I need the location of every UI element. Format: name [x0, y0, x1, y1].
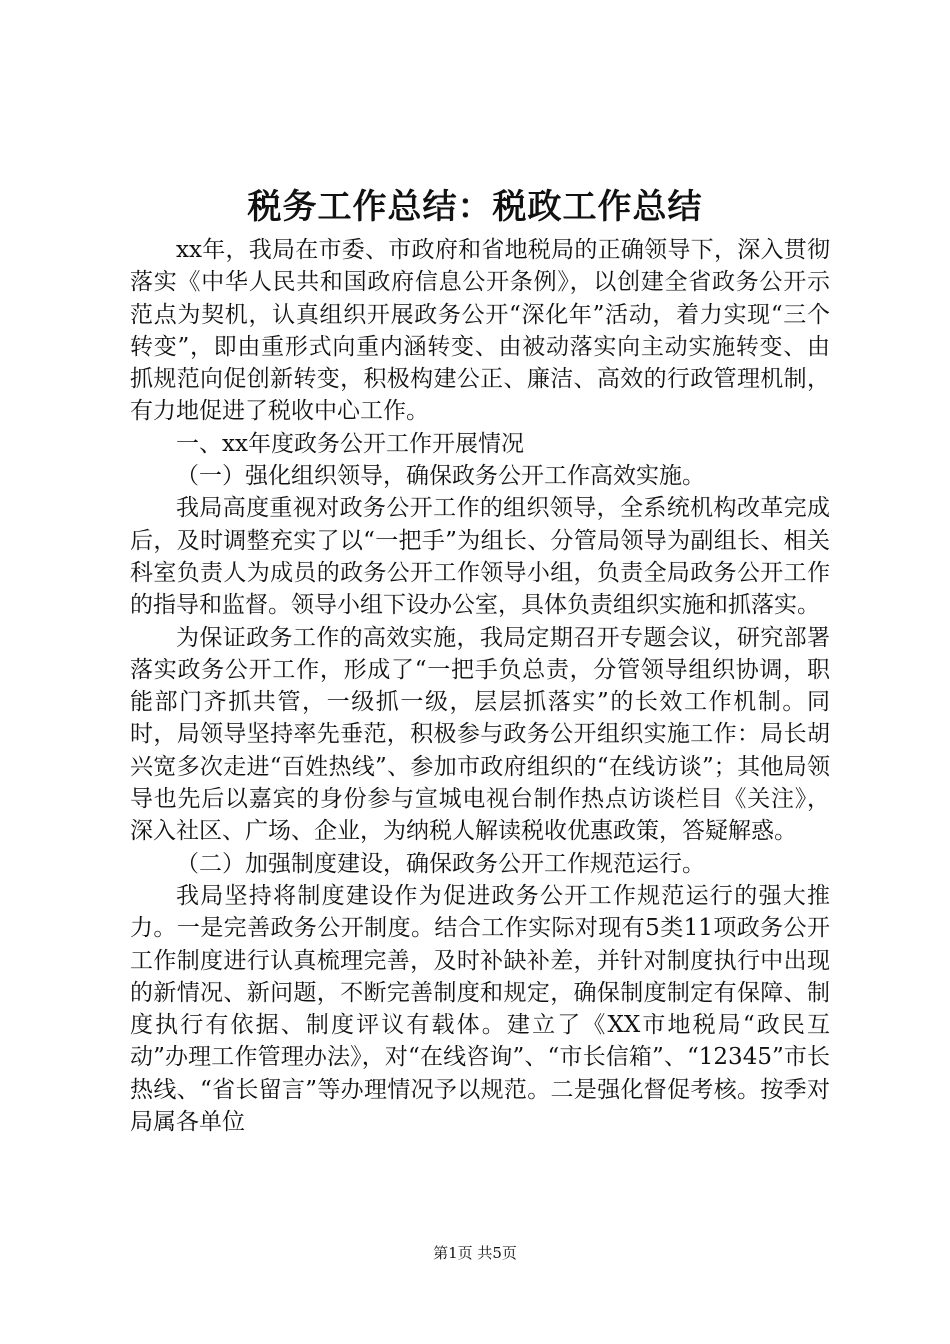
section-heading-1: 一、xx年度政务公开工作开展情况 [176, 430, 524, 457]
page-footer: 第1页 共5页 [433, 1244, 517, 1262]
subsection-heading-2: （二）加强制度建设，确保政务公开工作规范运行。 [176, 850, 705, 877]
paragraph-mechanism: 为保证政务工作的高效实施，我局定期召开专题会议，研究部署落实政务公开工作，形成了“一把手负总责，分管领导组织协调，职能部门齐抓共管，一级抓一级，层层抓落实”的长效工作机制。同时，局领导坚持率先垂范，积极参与政务公开组织实施工作：局长胡兴宽多次走进“百姓热线”、参加市政府组织的“在线访谈”；其他局领导也先后以嘉宾的身份参与宣城电视台制作热点访谈栏目《关注》，深入社区、广场、企业，为纳税人解读税收优惠政策，答疑解惑。 [130, 624, 830, 845]
paragraph-intro: xx年，我局在市委、市政府和省地税局的正确领导下，深入贯彻落实《中华人民共和国政府信息公开条例》，以创建全省政务公开示范点为契机，认真组织开展政务公开“深化年”活动，着力实现“三个转变”，即由重形式向重内涵转变、由被动落实向主动实施转变、由抓规范向促创新转变，积极构建公正、廉洁、高效的行政管理机制，有力地促进了税收中心工作。 [130, 237, 830, 425]
document-title: 税务工作总结：税政工作总结 [247, 187, 703, 227]
document-body [130, 234, 830, 1138]
paragraph-leadership: 我局高度重视对政务公开工作的组织领导，全系统机构改革完成后，及时调整充实了以“一把手”为组长、分管局领导为副组长、相关科室负责人为成员的政务公开工作领导小组，负责全局政务公开工作的指导和监督。领导小组下设办公室，具体负责组织实施和抓落实。 [130, 495, 830, 619]
subsection-heading-1: （一）强化组织领导，确保政务公开工作高效实施。 [176, 463, 705, 490]
paragraph-system: 我局坚持将制度建设作为促进政务公开工作规范运行的强大推力。一是完善政务公开制度。结合工作实际对现有5类11项政务公开工作制度进行认真梳理完善，及时补缺补差，并针对制度执行中出现的新情况、新问题，不断完善制度和规定，确保制度制定有保障、制度执行有依据、制度评议有载体。建立了《XX市地税局“政民互动”办理工作管理办法》，对“在线咨询”、“市长信箱”、“12345”市长热线、“省长留言”等办理情况予以规范。二是强化督促考核。按季对局属各单位 [130, 882, 830, 1136]
